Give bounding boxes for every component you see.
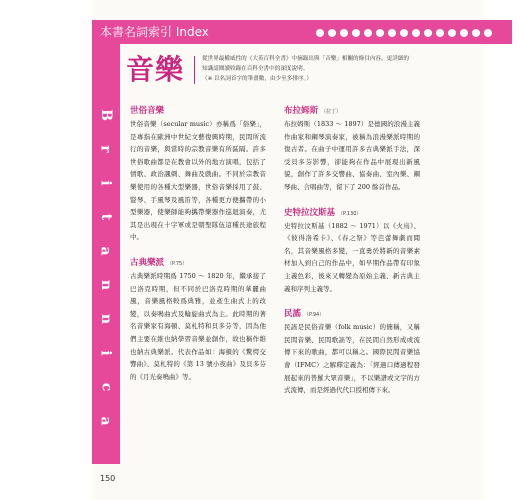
side-letter: n bbox=[98, 313, 114, 325]
entry-ref: （P.130） bbox=[338, 210, 362, 217]
dot-icon bbox=[412, 29, 420, 37]
side-letter: B bbox=[98, 109, 114, 121]
entry-term: 世俗音樂 bbox=[130, 106, 165, 116]
page-number: 150 bbox=[100, 474, 116, 483]
dot-icon bbox=[472, 29, 480, 37]
side-word-britannica bbox=[92, 98, 120, 438]
entry-body: 布拉姆斯（1833 ～ 1897）是德國的浪漫主義作曲家和鋼琴演奏家，被稱為浪漫樂派時期的復古者。在曲子中運用許多古典樂派手法，深受貝多芬影響，卻能夠在作品中展現出新風貌，創作了許多交響曲、協奏曲、室內樂、鋼琴曲、合唱曲等，留下了 200 餘首作品。 bbox=[284, 120, 420, 191]
side-letter: i bbox=[97, 180, 114, 186]
dot-icon bbox=[376, 29, 384, 37]
entry-ref: （拉丁） bbox=[321, 109, 342, 115]
dot-icon bbox=[352, 29, 360, 37]
dot-icon bbox=[460, 29, 468, 37]
left-column bbox=[130, 104, 266, 395]
intro-paragraph: 從世界最權威性的《大英百科全書》中摘錄出與「音樂」相關的條目內容，更詳細的知識請閱讀收錄在百科全書中的深度說明。 bbox=[202, 56, 409, 72]
index-entry bbox=[284, 206, 420, 296]
index-entry bbox=[284, 307, 420, 397]
index-entry bbox=[130, 256, 266, 383]
index-header-title: 本書名詞索引 Index bbox=[100, 25, 209, 39]
heading-divider bbox=[194, 56, 195, 84]
side-letter: r bbox=[97, 145, 114, 153]
dot-icon bbox=[424, 29, 432, 37]
side-letter: i bbox=[97, 350, 114, 356]
entry-body: 世俗音樂（secular music）亦稱爲「俗樂」，是專指在歐洲中世紀文藝復興時期，民間所流行的音樂，與當時的宗教音樂有所區隔。許多世俗歌曲都是在教會以外的地方演唱，包括了情歌、政治諷刺、舞曲及戲曲。不同於宗教音樂使用的各種大型樂器，世俗音樂採用了鼓、豎琴、手風琴及風笛等，各種更方便攜帶的小型樂器，使樂師能夠攜帶樂器作巡迴演奏，尤其是出現在十字軍或是朝聖隊伍這種長途旅程中。 bbox=[130, 120, 266, 242]
dot-icon bbox=[316, 29, 324, 37]
entry-term: 古典樂派 bbox=[130, 257, 165, 268]
dot-icon bbox=[484, 29, 492, 37]
dot-icon bbox=[364, 29, 372, 37]
entry-title bbox=[284, 206, 420, 218]
index-entry bbox=[130, 104, 266, 244]
entry-body: 史特拉汶斯基（1882 ～ 1971）以《火鳥》、《彼得洛希卡》、《春之祭》等芭蕾舞劇而聞名，其音樂風格多變，一直勇於將新的音樂素材加入到自己的作品中，如早期作品帶有印象主義色彩，後來又轉變為原始主義、新古典主義和序列主義等。 bbox=[284, 221, 420, 293]
entry-body: 民謠是民俗音樂（folk music）的簡稱，又稱民間音樂、民間歌謠等，在民間自然形成或流傳下來的歌曲，都可以稱之。國際民間音樂協會（IFMC）之解釋定義為：「經過口傳過程發展起來的普羅大眾音樂」，不以樂譜或文字的方式流傳，而是經過代代口授相傳下來。 bbox=[284, 323, 420, 395]
index-entry bbox=[284, 104, 420, 194]
entry-ref: （P.94） bbox=[304, 312, 325, 319]
dot-icon bbox=[448, 29, 456, 37]
side-letter: c bbox=[98, 382, 114, 392]
header-dots-decoration bbox=[316, 29, 492, 37]
entry-title bbox=[130, 104, 266, 116]
page-title: 音樂 bbox=[126, 53, 185, 86]
dot-icon bbox=[328, 29, 336, 37]
dot-icon bbox=[400, 29, 408, 37]
side-letter: a bbox=[97, 416, 114, 426]
entry-title bbox=[130, 256, 266, 268]
dot-icon bbox=[436, 29, 444, 37]
entry-title bbox=[284, 307, 420, 319]
entry-term: 布拉姆斯 bbox=[284, 106, 319, 116]
entry-term: 史特拉汶斯基 bbox=[284, 207, 336, 218]
intro-text bbox=[202, 54, 414, 84]
intro-note: （※ 以名詞首字的筆畫數，由少至多排序。） bbox=[202, 76, 312, 82]
dot-icon bbox=[388, 29, 396, 37]
entry-body: 古典樂派時期爲 1750 ～ 1820 年，繼承接了巴洛克時期，但不同於巴洛克時期的華麗曲風，音樂風格較爲典雅，並產生曲式上的改變，以奏鳴曲式及輪旋曲式為主。此時期的著名音樂家有海頓、莫札特和貝多芬等，因為他們主要在維也納學習音樂並創作，故也稱作維也納古典樂派。代表作品如：海頓的《驚愕交響曲》、莫札特的《第 13 號小夜曲》及貝多芬的《月光奏鳴曲》等。 bbox=[130, 271, 266, 381]
side-letter: n bbox=[98, 279, 114, 291]
right-column bbox=[284, 104, 420, 409]
entry-title bbox=[284, 104, 420, 116]
entry-term: 民謠 bbox=[284, 309, 302, 320]
side-letter: a bbox=[97, 246, 114, 256]
entry-ref: （P.75） bbox=[167, 260, 188, 267]
dot-icon bbox=[340, 29, 348, 37]
side-letter: t bbox=[98, 213, 114, 221]
